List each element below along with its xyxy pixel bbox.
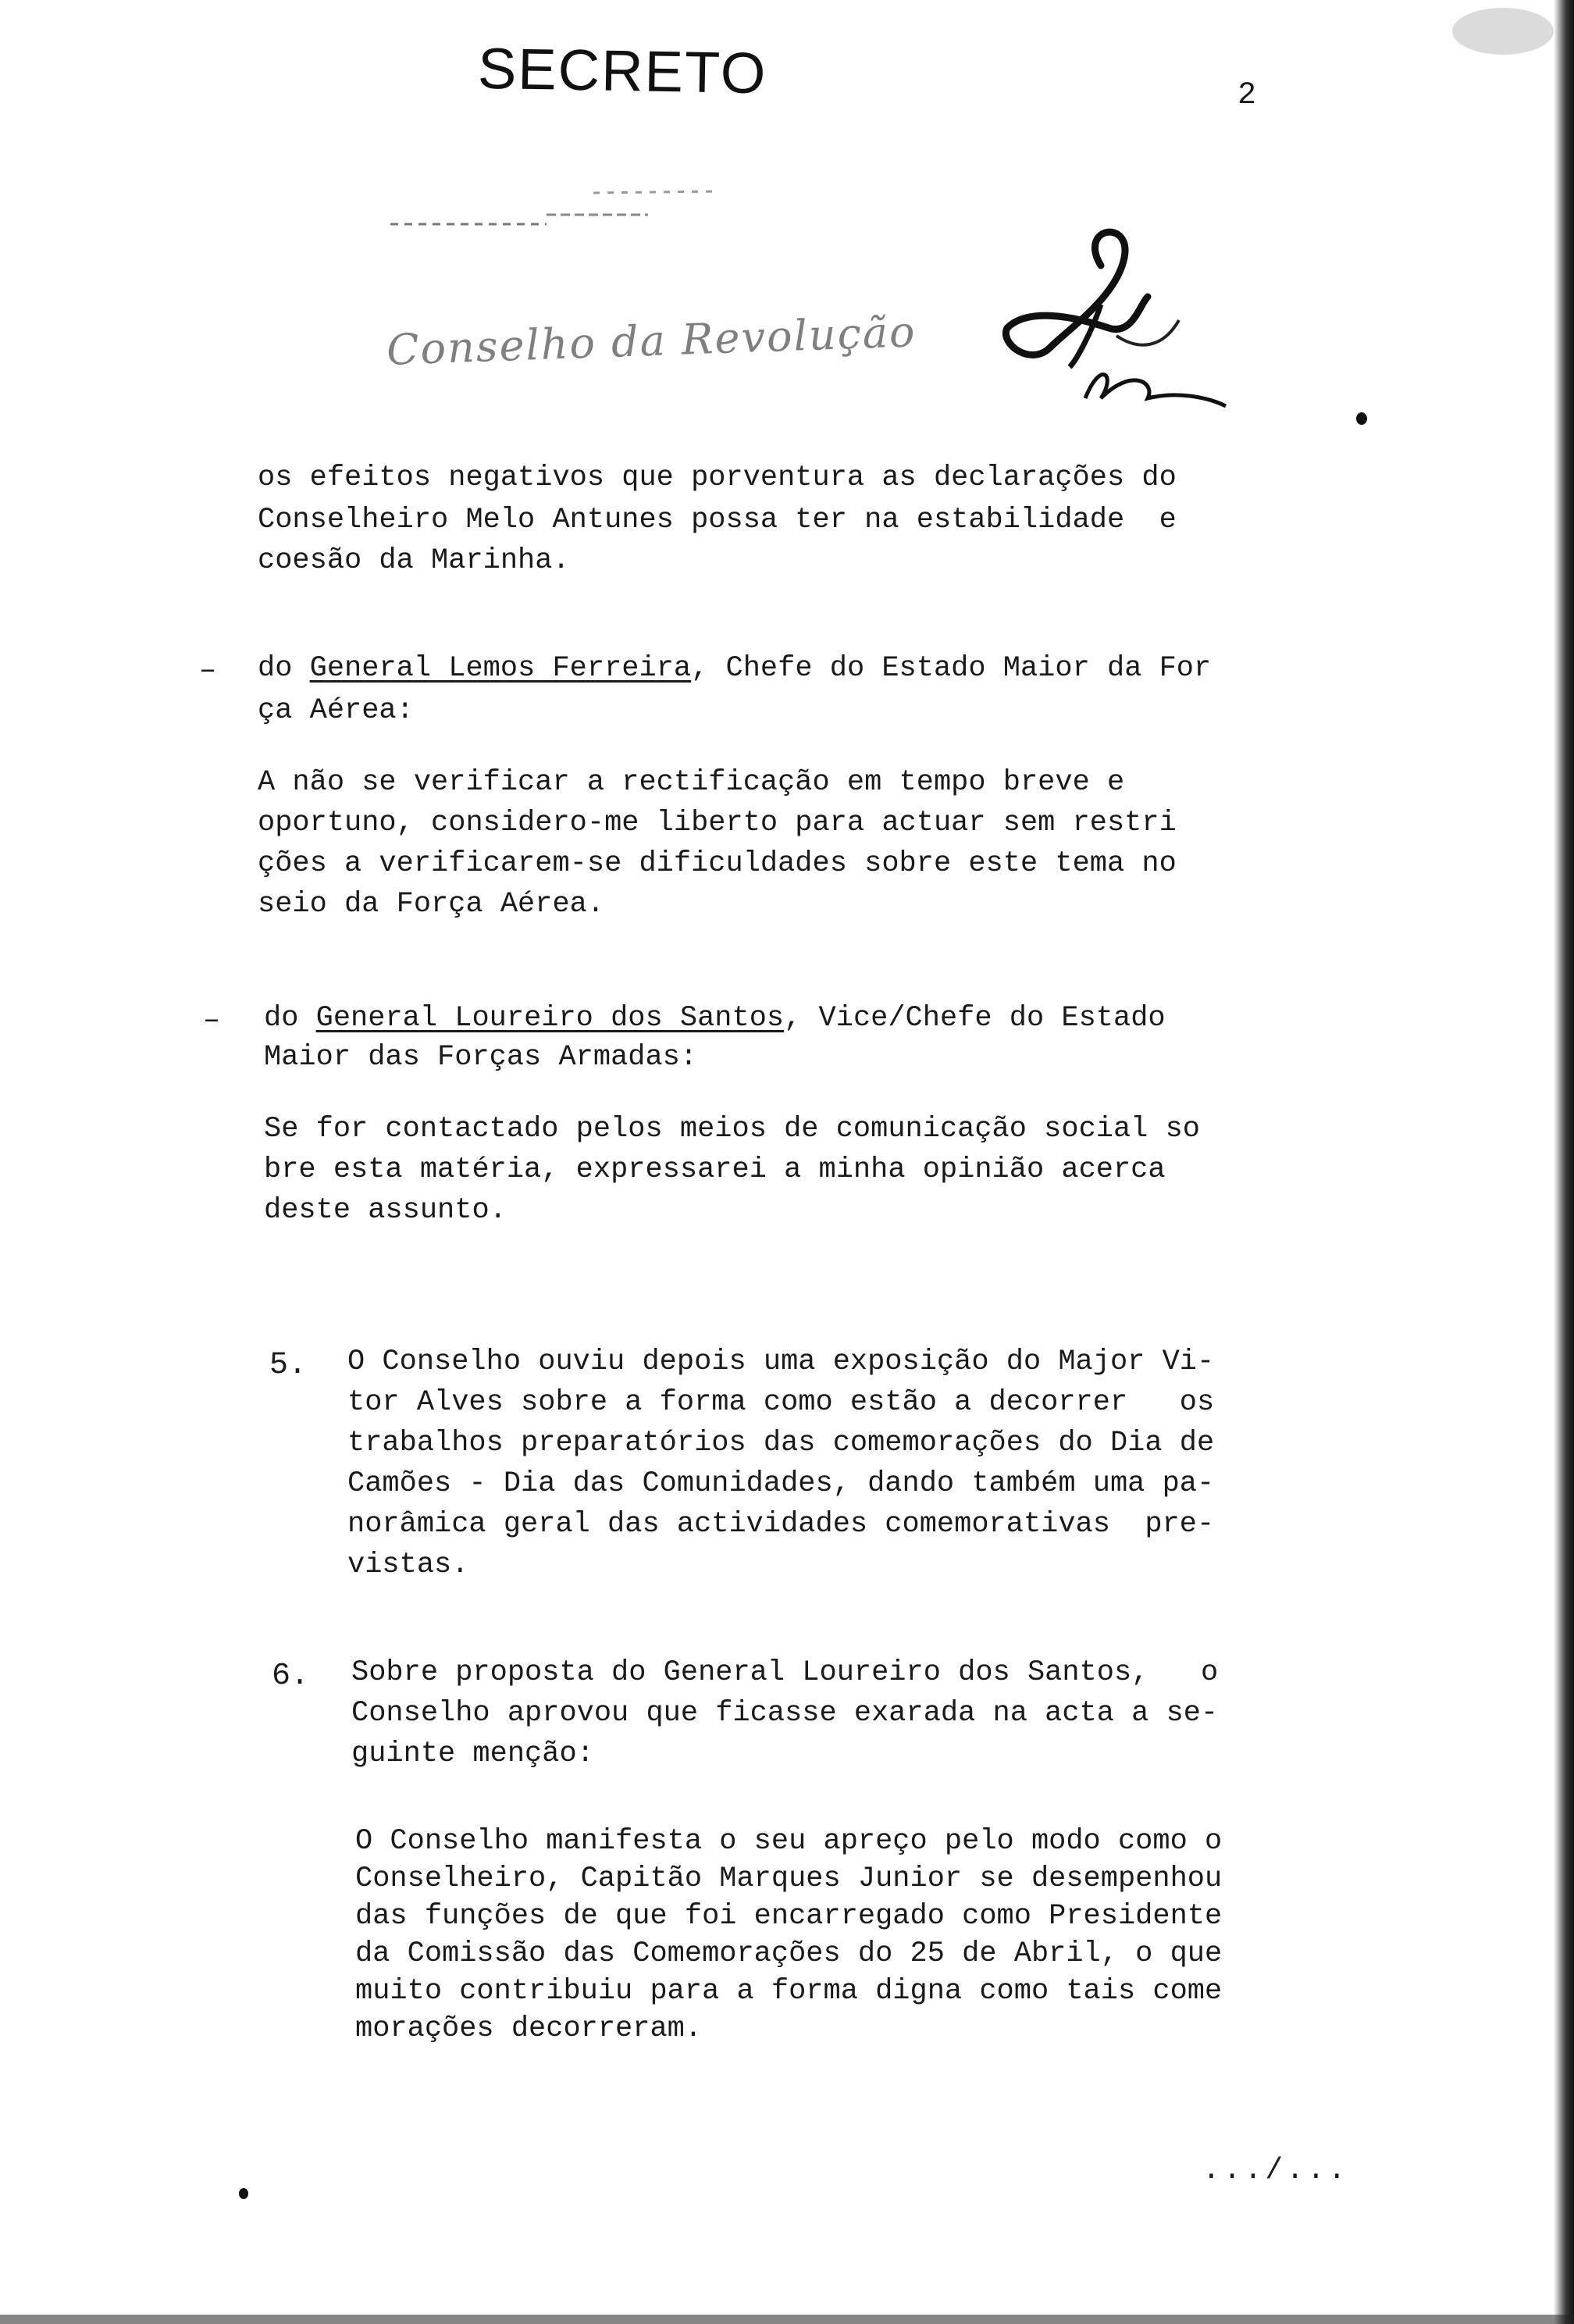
quote-line: morações decorreram.	[355, 2012, 703, 2045]
margin-dot	[1356, 412, 1367, 425]
paragraph-line: os efeitos negativos que porventura as declarações do	[258, 462, 1177, 494]
statement-heading-cont: Maior das Forças Armadas:	[264, 1041, 698, 1074]
margin-dot	[239, 2188, 248, 2199]
statement-prefix: do	[264, 1002, 316, 1035]
quote-line: das funções de que foi encarregado como Presidente	[355, 1900, 1223, 1933]
handwritten-note: Conselho da Revolução	[386, 307, 917, 375]
handwritten-signature	[984, 211, 1249, 430]
quote-line: da Comissão das Comemorações do 25 de Abril, o que	[355, 1937, 1223, 1970]
statement-heading-cont: ça Aérea:	[258, 694, 414, 727]
item-line: O Conselho ouviu depois uma exposição do Major Vi-	[347, 1346, 1215, 1378]
quote-line: O Conselho manifesta o seu apreço pelo modo como o	[355, 1825, 1223, 1858]
quote-line: ções a verificarem-se dificuldades sobre este tema no	[258, 847, 1177, 880]
quote-line: Se for contactado pelos meios de comunicação social so	[264, 1113, 1200, 1146]
item-line: norâmica geral das actividades comemorativas pre-	[347, 1508, 1215, 1541]
quote-line: oportuno, considero-me liberto para actuar sem restri	[258, 807, 1177, 839]
scan-edge-shadow	[1554, 0, 1574, 2324]
item-number: 5.	[269, 1348, 308, 1383]
paragraph-line: Conselheiro Melo Antunes possa ter na estabilidade e	[258, 504, 1177, 536]
statement-heading	[264, 1004, 1166, 1033]
statement-role: , Vice/Chefe do Estado	[784, 1002, 1166, 1035]
quote-line: deste assunto.	[264, 1194, 507, 1227]
quote-line: Conselheiro, Capitão Marques Junior se desempenhou	[355, 1862, 1223, 1895]
paragraph-line: coesão da Marinha.	[258, 544, 570, 577]
item-number: 6.	[272, 1659, 310, 1694]
faded-header-marks	[390, 176, 828, 246]
scan-bottom-edge	[0, 2315, 1574, 2324]
item-line: Camões - Dia das Comunidades, dando também uma pa-	[347, 1467, 1215, 1500]
statement-speaker: General Lemos Ferreira	[309, 652, 692, 685]
item-line: Sobre proposta do General Loureiro dos Santos, o	[351, 1656, 1219, 1689]
statement-speaker: General Loureiro dos Santos	[315, 1002, 785, 1035]
quote-line: seio da Força Aérea.	[258, 888, 605, 921]
item-line: trabalhos preparatórios das comemorações do Dia de	[347, 1427, 1215, 1460]
quote-line: muito contribuiu para a forma digna como tais come	[355, 1975, 1223, 2008]
quote-line: bre esta matéria, expressarei a minha opinião acerca	[264, 1153, 1166, 1186]
page-number: 2	[1237, 78, 1257, 113]
list-dash: –	[203, 1004, 221, 1037]
classification-stamp: SECRETO	[477, 35, 768, 106]
statement-prefix: do	[258, 652, 310, 685]
continuation-mark: .../...	[1202, 2154, 1349, 2187]
scan-smudge	[1452, 8, 1554, 55]
item-line: Conselho aprovou que ficasse exarada na acta a se-	[351, 1697, 1219, 1730]
item-line: vistas.	[347, 1549, 469, 1581]
item-line: guinte menção:	[351, 1738, 594, 1770]
item-line: tor Alves sobre a forma como estão a decorrer os	[347, 1386, 1215, 1419]
statement-role: , Chefe do Estado Maior da For	[691, 652, 1212, 685]
quote-line: A não se verificar a rectificação em tempo breve e	[258, 766, 1125, 799]
statement-heading	[258, 654, 1211, 683]
list-dash: –	[199, 654, 217, 687]
